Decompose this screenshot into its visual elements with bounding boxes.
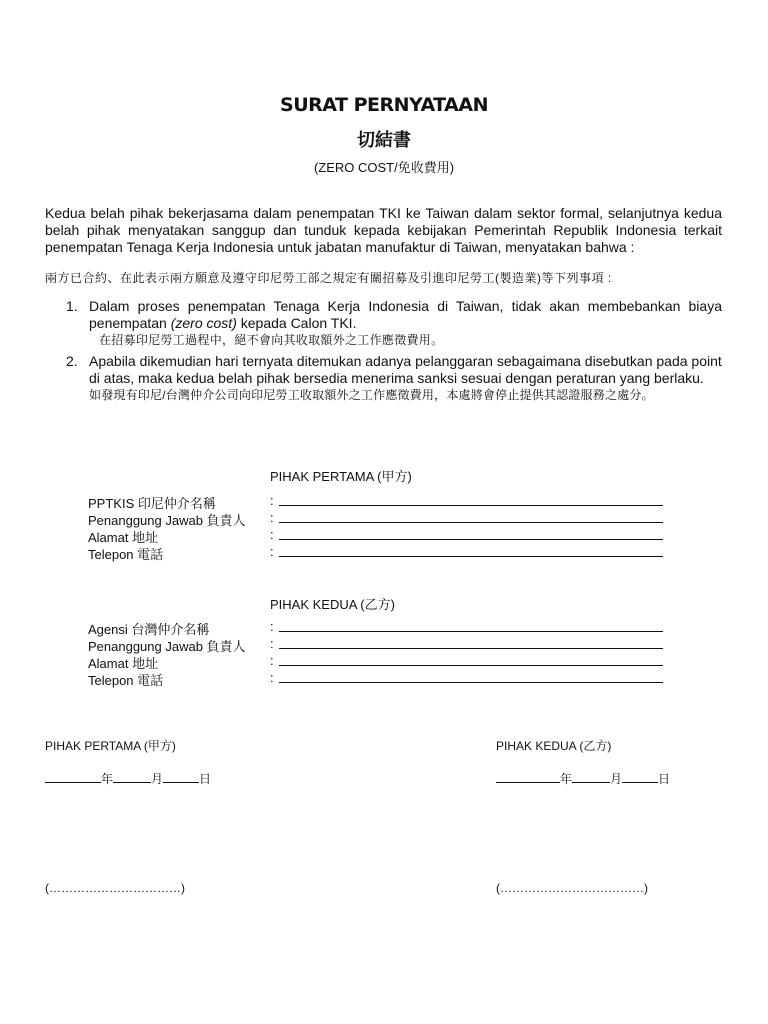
party-second-heading: PIHAK KEDUA (乙方)	[270, 597, 395, 612]
list-item-line	[89, 315, 722, 332]
fill-in-line[interactable]	[279, 631, 663, 632]
list-item-body	[89, 353, 722, 403]
signature-right-date	[496, 770, 670, 787]
document-subtitle: (ZERO COST/免收費用)	[313, 160, 455, 175]
field-label: Alamat 地址	[88, 656, 159, 671]
field-colon: :	[270, 636, 274, 651]
signature-left-line[interactable]: (……………………………)	[45, 881, 185, 895]
intro-paragraph: Kedua belah pihak bekerjasama dalam penempatan TKI ke Taiwan dalam sektor formal, selanjutnya kedua belah pihak menyatakan sanggup dan tunduk kepada kebijakan Pemerintah Republik Indonesia terkait penempatan Tenaga Kerja Indonesia untuk jabatan manufaktur di Taiwan, menyatakan bahwa :	[45, 205, 722, 255]
field-label: Telepon 電話	[88, 673, 164, 688]
date-year-label: 年	[101, 772, 114, 786]
field-label: Telepon 電話	[88, 547, 164, 562]
date-month-label: 月	[151, 772, 164, 786]
fill-in-line[interactable]	[279, 648, 663, 649]
field-label: Penanggung Jawab 負責人	[88, 513, 246, 528]
field-colon: :	[270, 653, 274, 668]
fill-in-line[interactable]	[279, 539, 663, 540]
party-first-field-phone	[88, 544, 668, 560]
fill-in-line[interactable]	[279, 556, 663, 557]
party-first-field-address	[88, 527, 668, 543]
party-second-field-person-in-charge	[88, 636, 668, 652]
date-year-blank[interactable]	[496, 772, 560, 783]
date-month-blank[interactable]	[572, 772, 610, 783]
date-month-label: 月	[610, 772, 623, 786]
field-label: PPTKIS 印尼仲介名稱	[88, 496, 216, 511]
field-colon: :	[270, 670, 274, 685]
field-label: Penanggung Jawab 負責人	[88, 639, 246, 654]
signature-left-heading: PIHAK PERTAMA (甲方)	[45, 739, 176, 753]
field-colon: :	[270, 510, 274, 525]
party-second-field-agency-name	[88, 619, 668, 635]
party-second-field-phone	[88, 670, 668, 686]
date-month-blank[interactable]	[113, 772, 151, 783]
document-title: SURAT PERNYATAAN	[280, 94, 488, 116]
date-day-blank[interactable]	[622, 772, 658, 783]
field-colon: :	[270, 527, 274, 542]
list-item-number: 1.	[66, 298, 78, 314]
list-item-number: 2.	[66, 353, 78, 369]
field-label: Agensi 台灣仲介名稱	[88, 622, 210, 637]
list-item-chinese: 在招募印尼勞工過程中，絕不會向其收取額外之工作應徵費用。	[99, 333, 444, 347]
date-day-label: 日	[199, 772, 212, 786]
list-item-line: Dalam proses penempatan Tenaga Kerja Indonesia di Taiwan, tidak akan membebankan biaya	[89, 298, 722, 314]
field-colon: :	[270, 544, 274, 559]
party-first-field-agency-name	[88, 493, 668, 509]
signature-left-date	[45, 770, 211, 787]
field-colon: :	[270, 493, 274, 508]
fill-in-line[interactable]	[279, 665, 663, 666]
party-first-heading: PIHAK PERTAMA (甲方)	[270, 469, 412, 484]
list-item-line: Apabila dikemudian hari ternyata ditemukan adanya pelanggaran sebagaimana disebutkan pada point	[89, 353, 722, 369]
intro-paragraph-chinese: 兩方已合約、在此表示兩方願意及遵守印尼勞工部之規定有關招募及引進印尼勞工(製造業)等下列事項 :	[45, 271, 612, 285]
fill-in-line[interactable]	[279, 682, 663, 683]
date-day-label: 日	[658, 772, 671, 786]
fill-in-line[interactable]	[279, 522, 663, 523]
signature-right-line[interactable]: (………………………………)	[496, 881, 648, 895]
fill-in-line[interactable]	[279, 505, 663, 506]
party-first-field-person-in-charge	[88, 510, 668, 526]
list-item-chinese: 如發現有印尼/台灣仲介公司向印尼勞工收取額外之工作應徵費用，本處將會停止提供其認證服務之處分。	[89, 388, 654, 402]
date-day-blank[interactable]	[163, 772, 199, 783]
list-item-text: kepada Calon TKI.	[236, 315, 357, 331]
date-year-label: 年	[560, 772, 573, 786]
list-item-emphasis: (zero cost)	[170, 315, 237, 331]
field-colon: :	[270, 619, 274, 634]
field-label: Alamat 地址	[88, 530, 159, 545]
list-item-body	[89, 298, 722, 348]
signature-right-heading: PIHAK KEDUA (乙方)	[496, 739, 612, 753]
date-year-blank[interactable]	[45, 772, 101, 783]
list-item-line: di atas, maka kedua belah pihak bersedia menerima sanksi sesuai dengan peraturan yang berlaku.	[89, 370, 704, 386]
document-title-chinese: 切結書	[357, 130, 411, 151]
list-item-text: penempatan	[89, 315, 171, 331]
party-second-field-address	[88, 653, 668, 669]
